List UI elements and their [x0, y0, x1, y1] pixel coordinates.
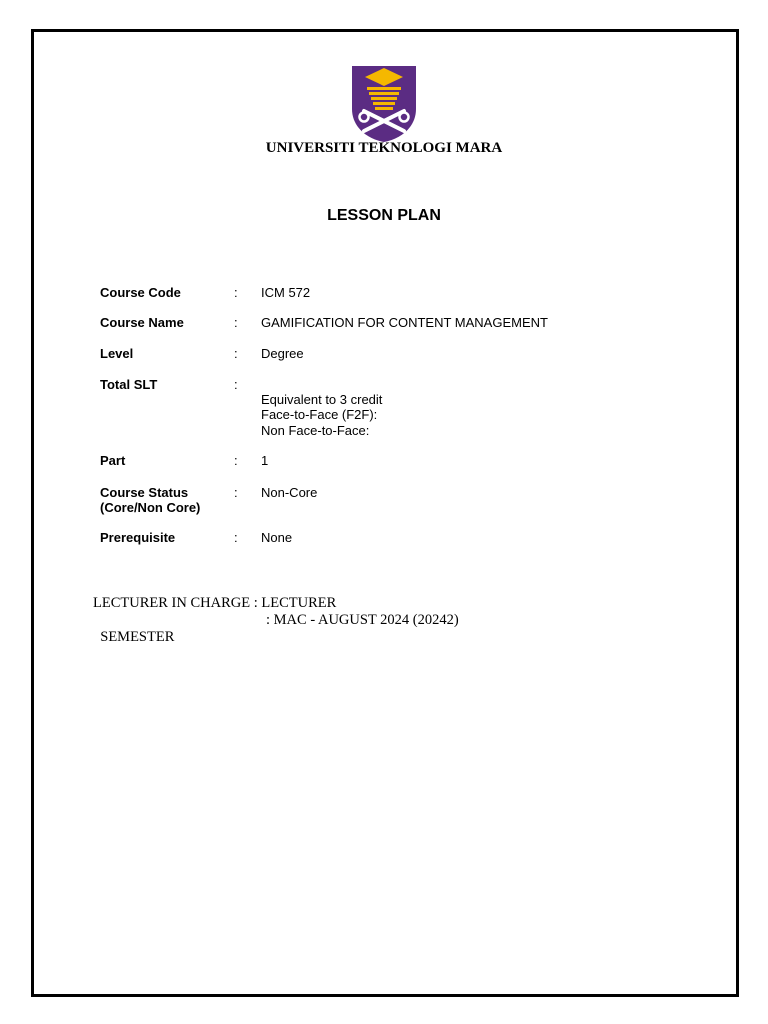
course-status-value: Non-Core [261, 485, 318, 500]
total-slt-colon: : [234, 377, 238, 392]
semester-value: : MAC - AUGUST 2024 (20242) [266, 612, 459, 628]
university-name: UNIVERSITI TEKNOLOGI MARA [265, 140, 503, 156]
university-crest-icon [351, 65, 417, 143]
semester-row [93, 612, 174, 646]
part-label: Part [100, 453, 126, 468]
prerequisite-colon: : [234, 530, 238, 545]
document-title: LESSON PLAN [327, 207, 441, 224]
prerequisite-label: Prerequisite [100, 530, 176, 545]
prerequisite-value: None [261, 530, 293, 545]
course-status-sublabel: (Core/Non Core) [100, 500, 201, 515]
course-name-colon: : [234, 315, 238, 330]
level-colon: : [234, 346, 238, 361]
course-name-value: GAMIFICATION FOR CONTENT MANAGEMENT [261, 315, 548, 330]
level-value: Degree [261, 346, 304, 361]
total-slt-label: Total SLT [100, 377, 158, 392]
course-name-label: Course Name [100, 315, 184, 330]
course-status-label: Course Status [100, 485, 189, 500]
total-slt-f2f: Face-to-Face (F2F): [261, 407, 378, 422]
part-colon: : [234, 453, 238, 468]
course-status-colon: : [234, 485, 238, 500]
total-slt-credit: Equivalent to 3 credit [261, 392, 383, 407]
course-code-value: ICM 572 [261, 285, 311, 300]
semester-label: SEMESTER [100, 629, 175, 645]
course-code-colon: : [234, 285, 238, 300]
total-slt-nf2f: Non Face-to-Face: [261, 423, 370, 438]
level-label: Level [100, 346, 134, 361]
course-code-label: Course Code [100, 285, 181, 300]
lecturer-in-charge: LECTURER IN CHARGE : LECTURER [93, 595, 337, 611]
part-value: 1 [261, 453, 269, 468]
